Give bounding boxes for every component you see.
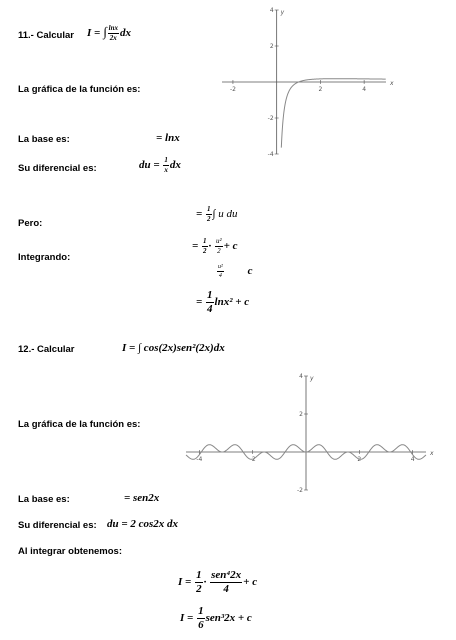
- y-tick-label: 4: [299, 373, 303, 380]
- problem-11-integral: I = ∫ $\frac{\ln x}{2x}$ dx: [87, 23, 131, 42]
- integration-step-12: I = $\frac{1}{2}$ · $\frac{\text{sen⁴2x}}{4}$ + c: [178, 569, 258, 595]
- differential-equation-12: du = 2 cos2x dx: [107, 518, 179, 530]
- base-label-12: La base es:: [18, 494, 70, 505]
- x-tick-label: 4: [410, 456, 415, 463]
- integrar-label: Al integrar obtenemos:: [18, 546, 122, 557]
- x-tick-label: -4: [196, 456, 203, 463]
- graph-label-12: La gráfica de la función es:: [18, 419, 141, 430]
- y-tick-label: -4: [267, 151, 274, 158]
- problem-11-heading: 11.- Calcular: [18, 30, 74, 41]
- problem-12-integral: I = ∫ cos(2x)sen²(2x)dx: [122, 342, 225, 354]
- differential-label-11: Su diferencial es:: [18, 163, 97, 174]
- y-tick-label: 4: [269, 7, 274, 14]
- x-tick-label: -2: [249, 456, 256, 463]
- base-equation-12: = sen2x: [124, 492, 160, 504]
- function-curve: [281, 79, 385, 148]
- pero-label: Pero:: [18, 218, 43, 229]
- pero-equation: = $\frac{1}{2}$ ∫ u du: [196, 205, 238, 223]
- x-tick-label: 4: [362, 86, 367, 93]
- x-tick-label: 2: [357, 456, 362, 463]
- differential-equation-11: du = $\frac{1}{x}$ dx: [139, 156, 181, 174]
- graph-cos2x-sen2-2x: [184, 366, 436, 496]
- x-tick-label: -2: [229, 86, 236, 93]
- differential-label-12: Su diferencial es:: [18, 520, 97, 531]
- x-axis-label: x: [430, 450, 434, 457]
- base-label-11: La base es:: [18, 134, 70, 145]
- y-axis-label: y: [310, 375, 314, 382]
- integration-step-1: = $\frac{1}{2}$ · $\frac{\text{u²}}{2}$ + c: [192, 237, 238, 255]
- y-tick-label: -2: [297, 487, 303, 494]
- x-tick-label: 2: [318, 86, 323, 93]
- graph-ln-x-over-2x: [218, 0, 394, 162]
- integrando-label: Integrando:: [18, 252, 71, 263]
- y-tick-label: 2: [299, 411, 303, 418]
- integration-result-11: = $\frac{1}{4}$ lnx² + c: [196, 289, 250, 315]
- graph-label-11: La gráfica de la función es:: [18, 84, 141, 95]
- y-axis-label: y: [280, 9, 285, 16]
- problem-12-heading: 12.- Calcular: [18, 344, 75, 355]
- base-equation-11: = lnx: [156, 132, 180, 144]
- x-axis-label: x: [390, 80, 394, 87]
- y-tick-label: 2: [269, 43, 274, 50]
- integration-result-12: I = $\frac{1}{6}$ sen³2x + c: [180, 605, 252, 631]
- integration-step-2: $\frac{\text{u²}}{4}$ c: [218, 264, 253, 279]
- y-tick-label: -2: [267, 115, 274, 122]
